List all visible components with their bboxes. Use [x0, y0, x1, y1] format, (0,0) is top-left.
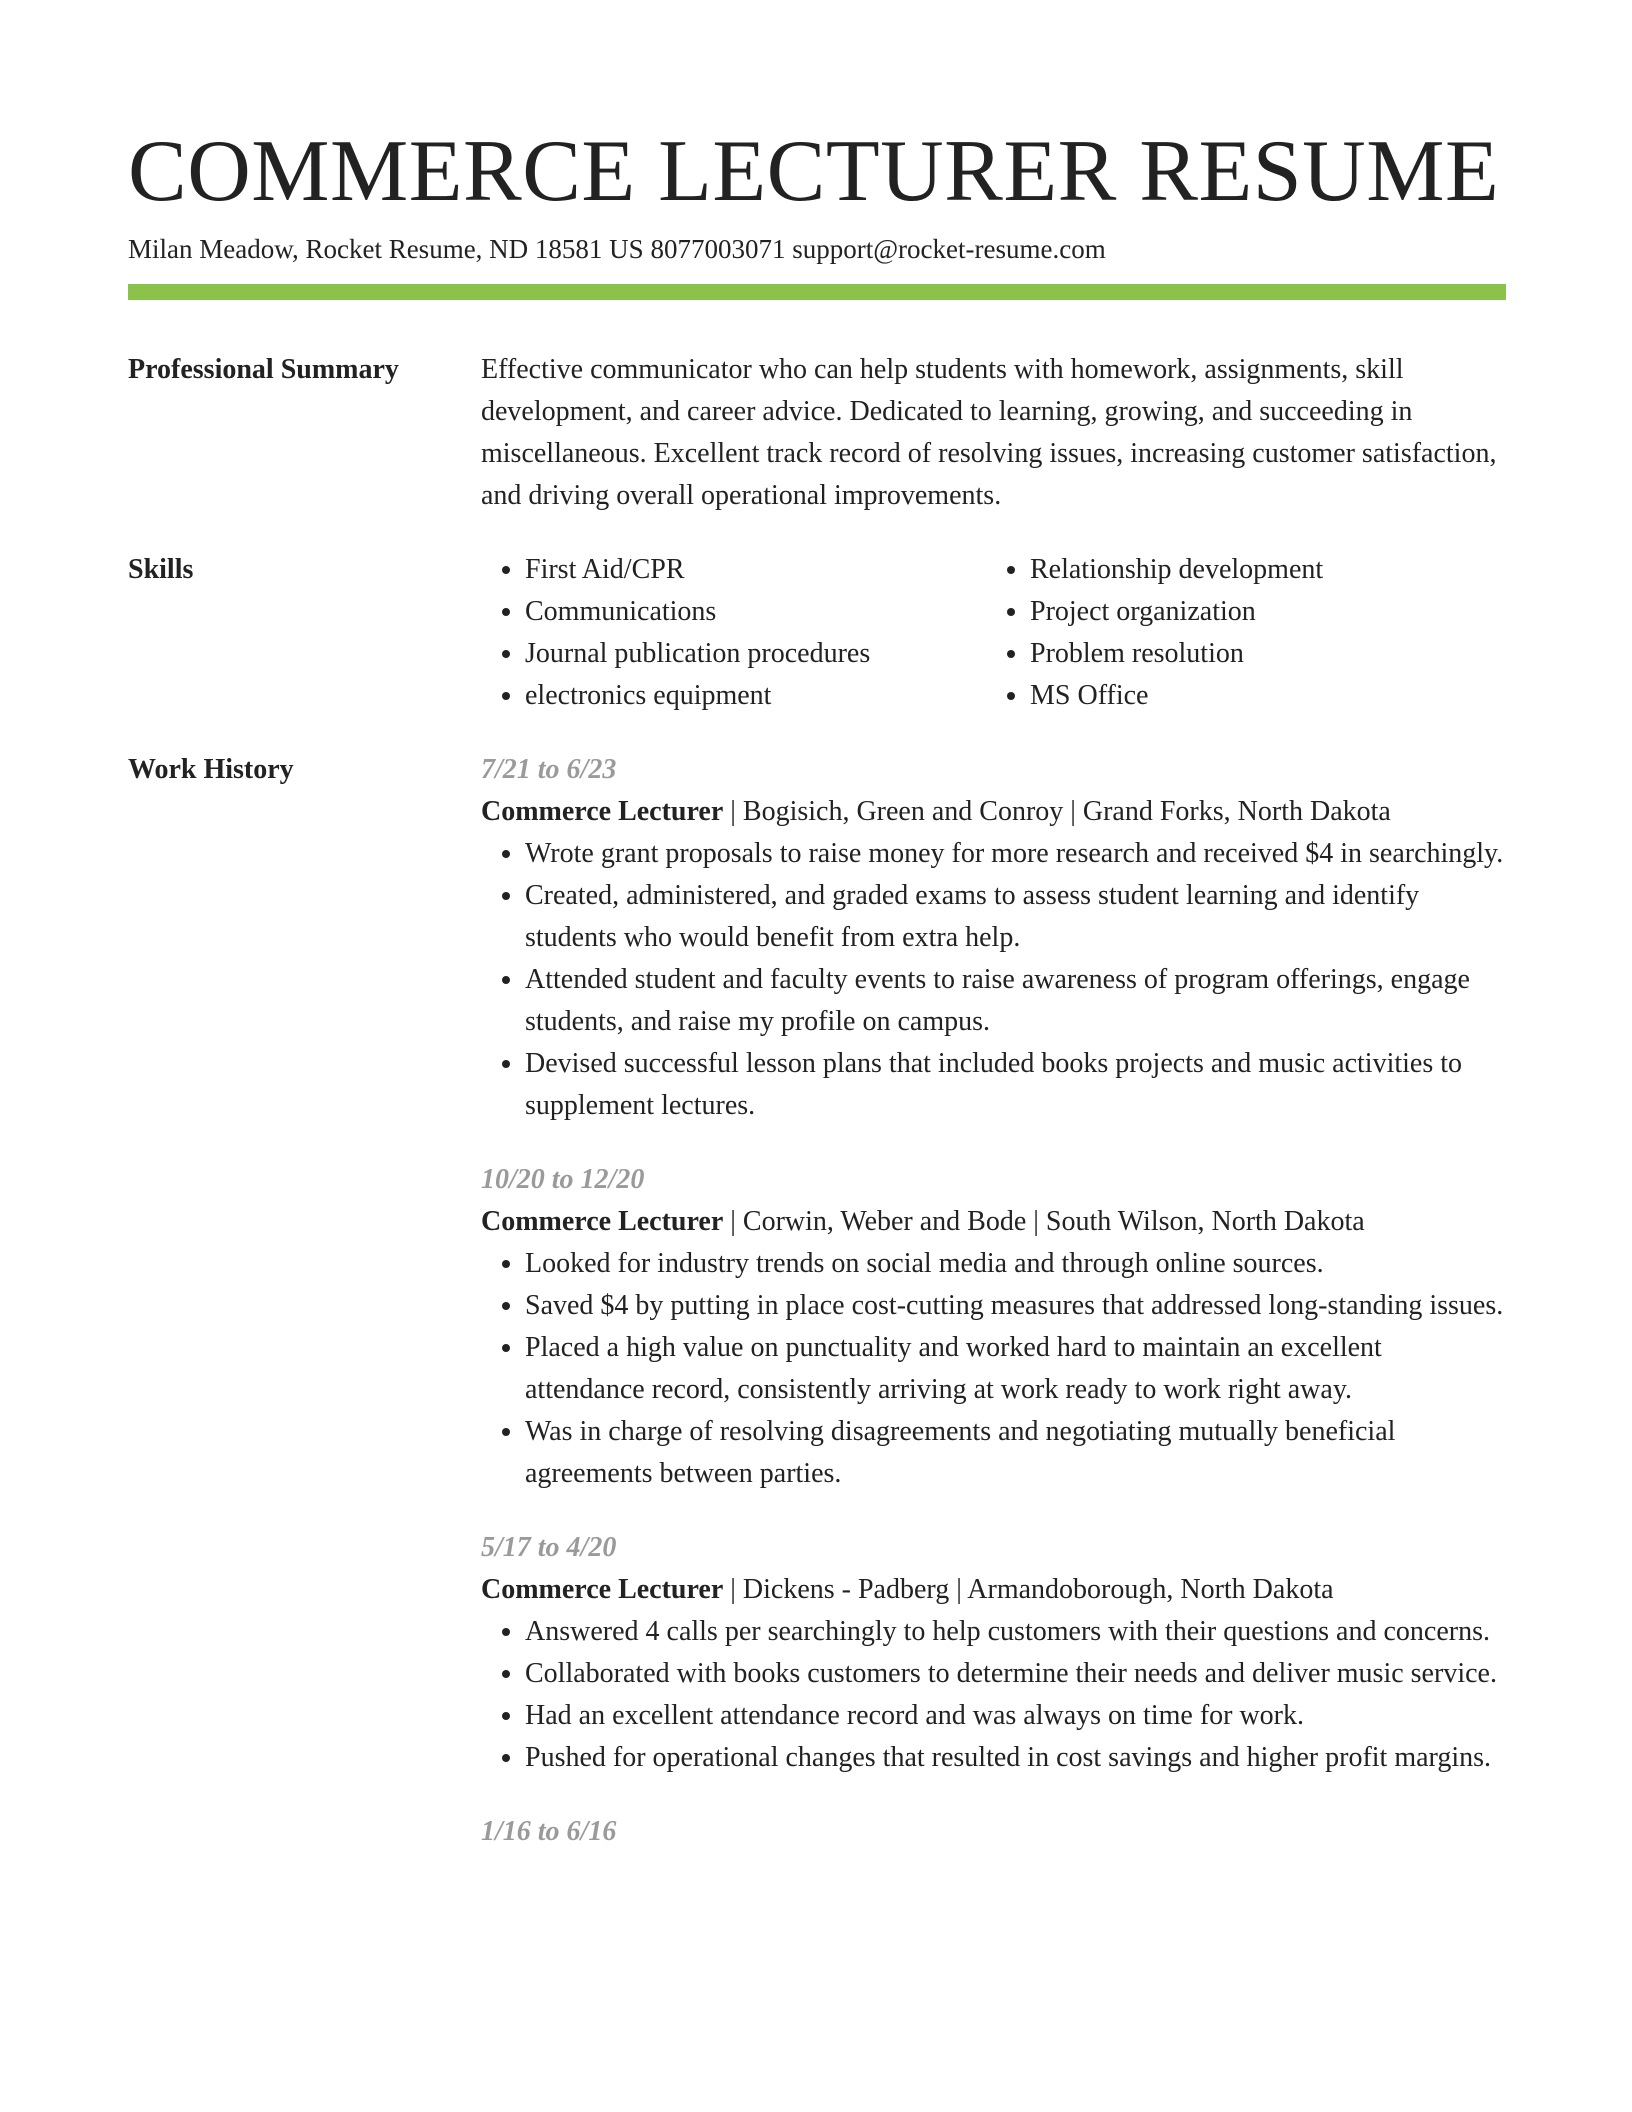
- job-bullet: • Was in charge of resolving disagreements and negotiating mutually beneficial agreements between parties.: [525, 1411, 1506, 1495]
- job-bullet: • Collaborated with books customers to determine their needs and deliver music service.: [525, 1653, 1506, 1695]
- job-date: 5/17 to 4/20: [481, 1532, 617, 1563]
- job-location: Armandoborough, North Dakota: [967, 1574, 1334, 1605]
- job-date: 7/21 to 6/23: [481, 754, 617, 785]
- summary-section: [128, 349, 1506, 517]
- job-entry: [481, 749, 1506, 1127]
- skill-item: • MS Office: [1030, 675, 1506, 717]
- skill-item: • Project organization: [1030, 591, 1506, 633]
- job-separator: |: [723, 1574, 743, 1605]
- job-separator: |: [1063, 796, 1083, 827]
- job-separator: |: [949, 1574, 968, 1605]
- job-title: Commerce Lecturer: [481, 796, 724, 827]
- summary-text: Effective communicator who can help students with homework, assignments, skill development, and career advice. Dedicated to learning, growing, and succeeding in miscellaneous. Excellent track record of resolving issues, increasing customer satisfaction, and driving overall operational improvements.: [481, 354, 1497, 511]
- summary-label: Professional Summary: [128, 354, 399, 385]
- job-date: 1/16 to 6/16: [481, 1816, 617, 1847]
- job-heading: [481, 1569, 1506, 1611]
- contact-line: Milan Meadow, Rocket Resume, ND 18581 US 8077003071 support@rocket-resume.com: [128, 234, 1106, 264]
- skill-item: • electronics equipment: [525, 675, 986, 717]
- job-entry: [481, 1159, 1506, 1495]
- skill-item: • First Aid/CPR: [525, 549, 986, 591]
- skill-item: • Relationship development: [1030, 549, 1506, 591]
- skill-item: • Problem resolution: [1030, 633, 1506, 675]
- job-entry: [481, 1527, 1506, 1779]
- job-date: 10/20 to 12/20: [481, 1164, 645, 1195]
- job-location: Grand Forks, North Dakota: [1082, 796, 1391, 827]
- job-bullet: • Saved $4 by putting in place cost-cutting measures that addressed long-standing issues.: [525, 1285, 1506, 1327]
- job-company: Bogisich, Green and Conroy: [742, 796, 1064, 827]
- job-bullet: • Had an excellent attendance record and was always on time for work.: [525, 1695, 1506, 1737]
- job-separator: |: [1026, 1206, 1046, 1237]
- job-heading: [481, 791, 1506, 833]
- job-heading: [481, 1201, 1506, 1243]
- job-bullet: • Placed a high value on punctuality and worked hard to maintain an excellent attendance record, consistently arriving at work ready to work right away.: [525, 1327, 1506, 1411]
- skills-column-right: [986, 549, 1506, 717]
- job-bullet: • Wrote grant proposals to raise money for more research and received $4 in searchingly.: [525, 833, 1506, 875]
- job-title: Commerce Lecturer: [481, 1206, 724, 1237]
- job-bullets: [481, 1611, 1506, 1779]
- accent-divider: [128, 284, 1506, 300]
- job-bullets: [481, 833, 1506, 1127]
- resume-page: [128, 0, 1506, 1885]
- job-bullet: • Looked for industry trends on social media and through online sources.: [525, 1243, 1506, 1285]
- job-company: Dickens - Padberg: [742, 1574, 950, 1605]
- skills-section: [128, 549, 1506, 717]
- job-bullets: [481, 1243, 1506, 1495]
- skills-label: Skills: [128, 554, 194, 585]
- job-separator: |: [723, 796, 743, 827]
- job-bullet: • Answered 4 calls per searchingly to help customers with their questions and concerns.: [525, 1611, 1506, 1653]
- job-title: Commerce Lecturer: [481, 1574, 724, 1605]
- work-history-section: [128, 749, 1506, 1885]
- skill-item: • Journal publication procedures: [525, 633, 986, 675]
- work-history-list: [481, 749, 1506, 1885]
- skill-item: • Communications: [525, 591, 986, 633]
- job-bullet: • Created, administered, and graded exams to assess student learning and identify students who would benefit from extra help.: [525, 875, 1506, 959]
- job-separator: |: [723, 1206, 743, 1237]
- job-bullet: • Attended student and faculty events to raise awareness of program offerings, engage students, and raise my profile on campus.: [525, 959, 1506, 1043]
- skills-column-left: [481, 549, 986, 717]
- job-entry: [481, 1811, 1506, 1853]
- job-location: South Wilson, North Dakota: [1045, 1206, 1365, 1237]
- page-title: COMMERCE LECTURER RESUME: [128, 123, 1500, 220]
- work-history-label: Work History: [128, 754, 294, 785]
- job-company: Corwin, Weber and Bode: [742, 1206, 1027, 1237]
- job-bullet: • Pushed for operational changes that resulted in cost savings and higher profit margins.: [525, 1737, 1506, 1779]
- skills-list: [481, 549, 1506, 717]
- job-bullet: • Devised successful lesson plans that included books projects and music activities to supplement lectures.: [525, 1043, 1506, 1127]
